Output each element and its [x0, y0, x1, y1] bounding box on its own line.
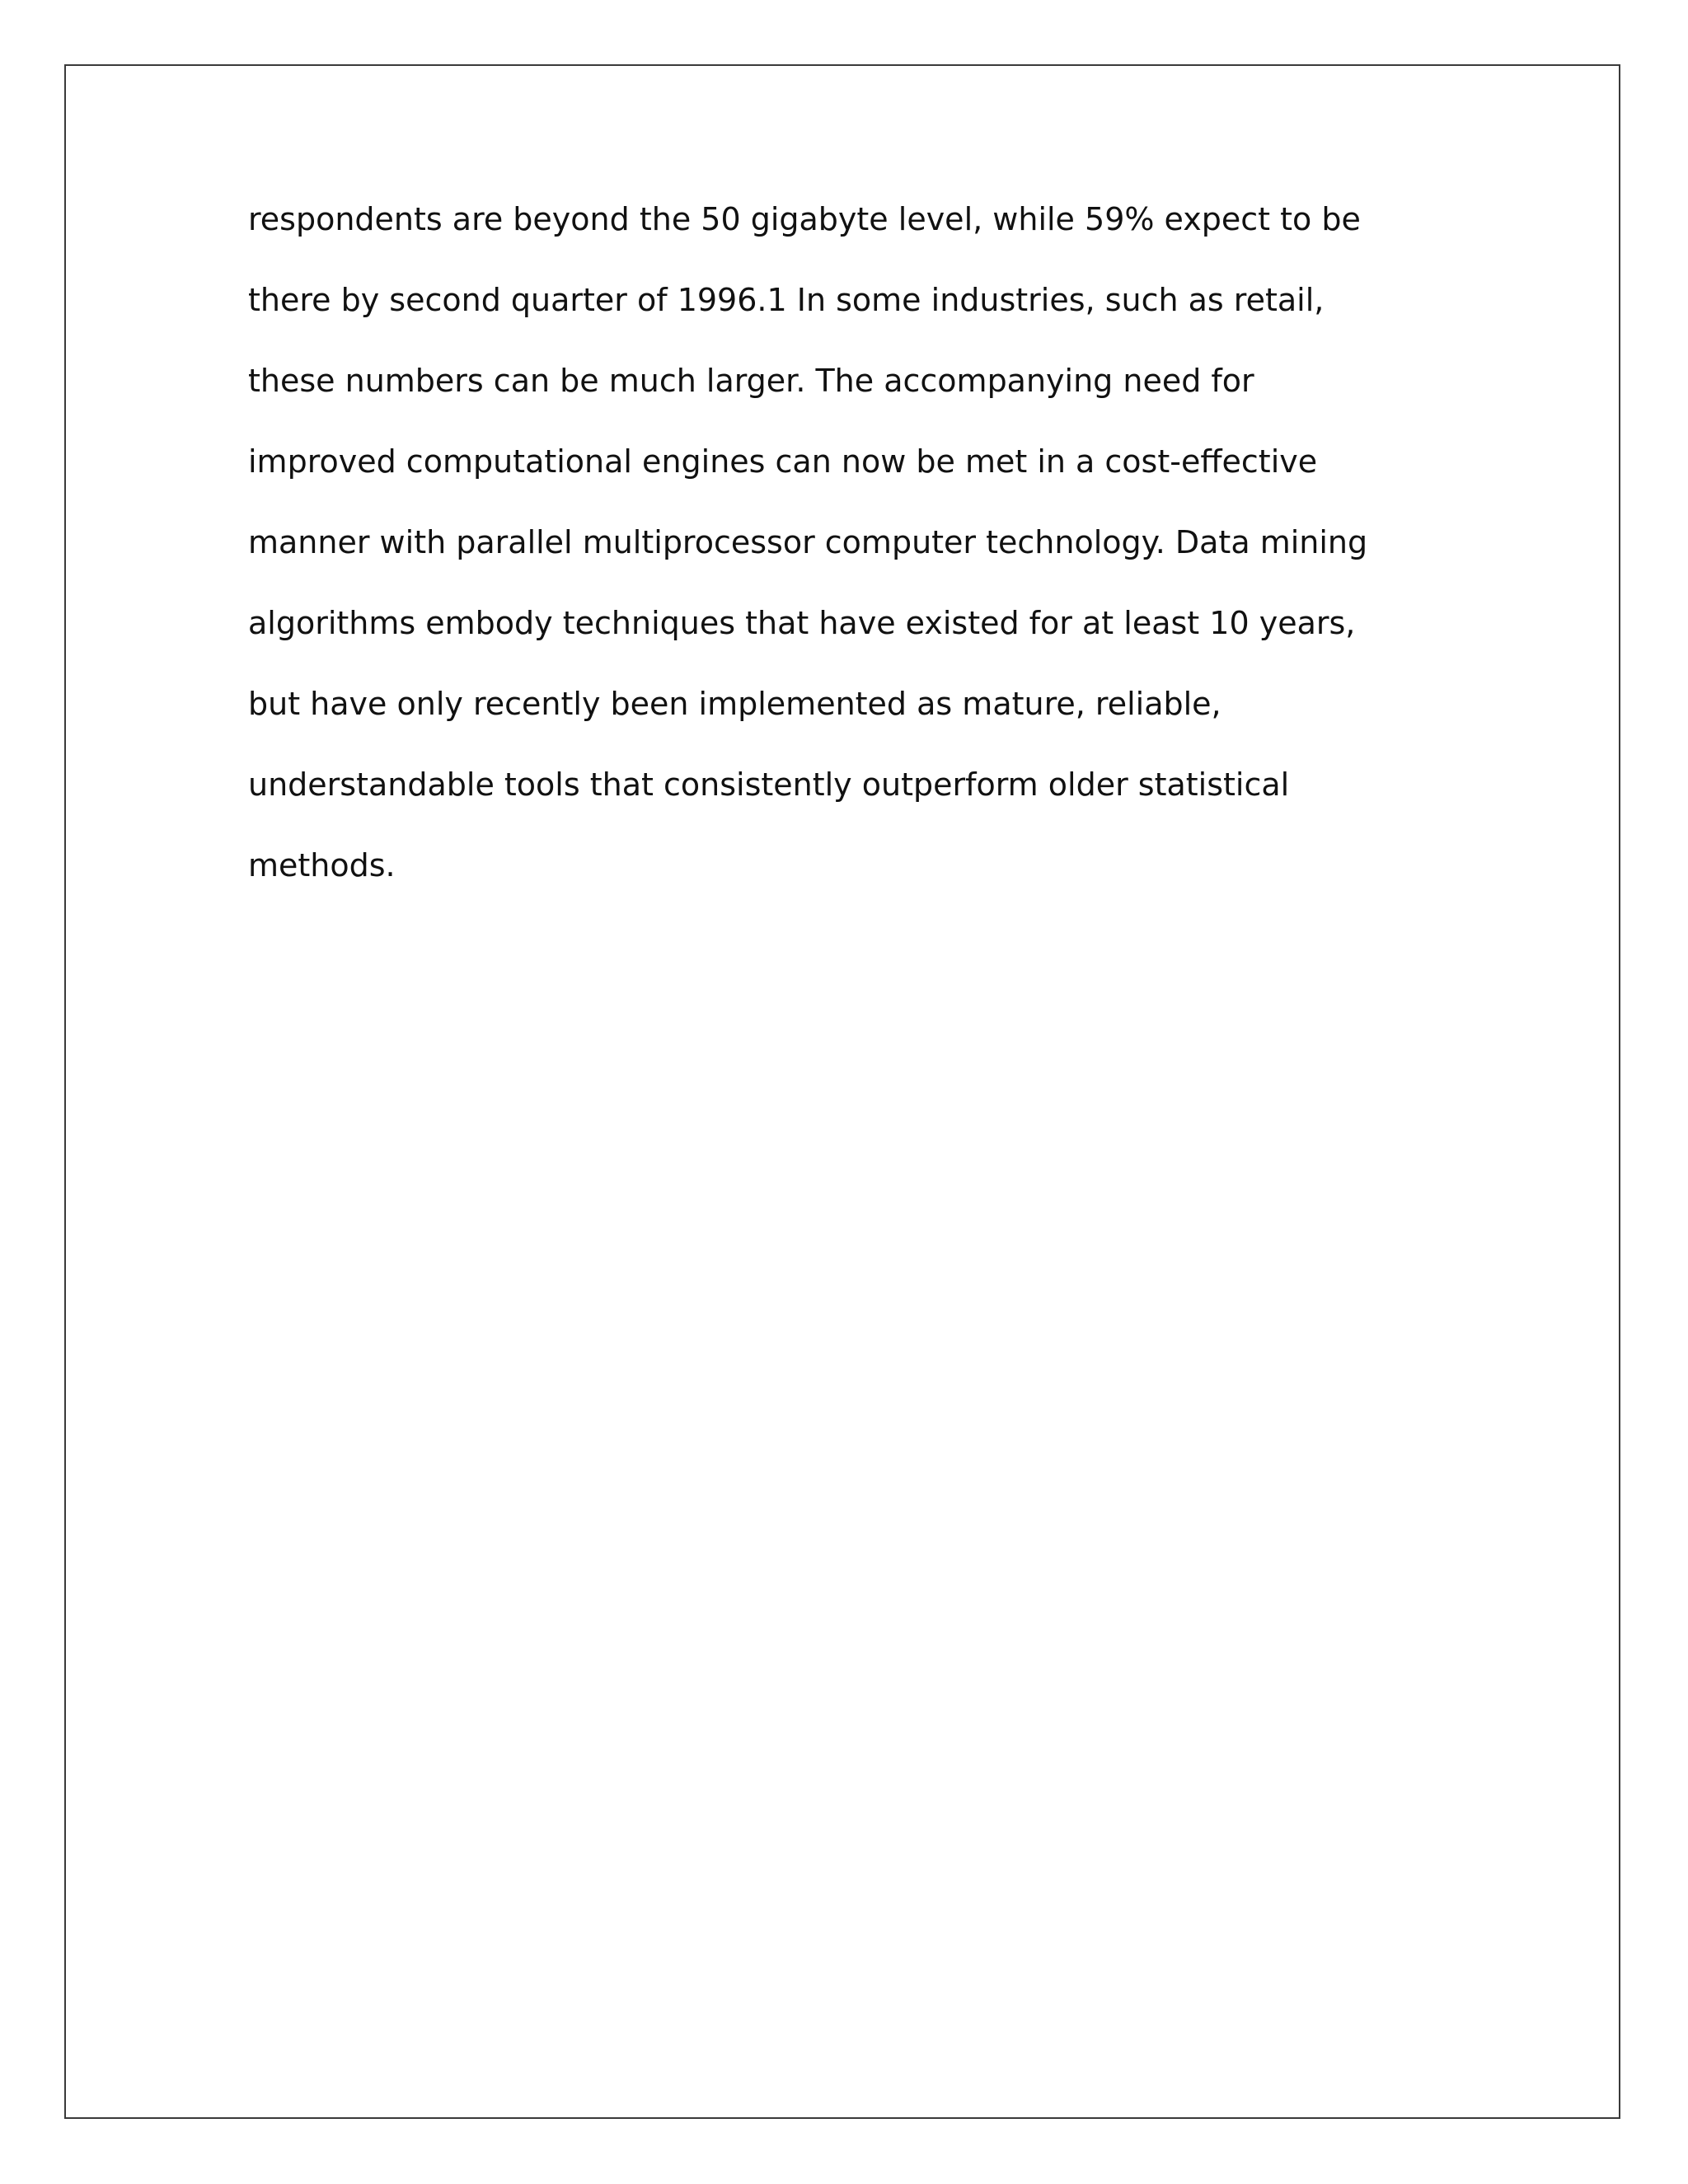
- paragraph-line: manner with parallel multiprocessor computer technology. Data mining: [248, 524, 1368, 560]
- paragraph-line: improved computational engines can now be met in a cost-effective: [248, 443, 1318, 480]
- body-paragraph: [248, 193, 1468, 920]
- paragraph-line: methods.: [248, 847, 396, 883]
- paragraph-line: there by second quarter of 1996.1 In some industries, such as retail,: [248, 282, 1325, 318]
- paragraph-line: understandable tools that consistently outperform older statistical: [248, 766, 1290, 803]
- paragraph-line: these numbers can be much larger. The accompanying need for: [248, 363, 1254, 399]
- paragraph-line: but have only recently been implemented as mature, reliable,: [248, 686, 1221, 722]
- paragraph-line: algorithms embody techniques that have existed for at least 10 years,: [248, 605, 1356, 641]
- paragraph-line: respondents are beyond the 50 gigabyte level, while 59% expect to be: [248, 201, 1361, 237]
